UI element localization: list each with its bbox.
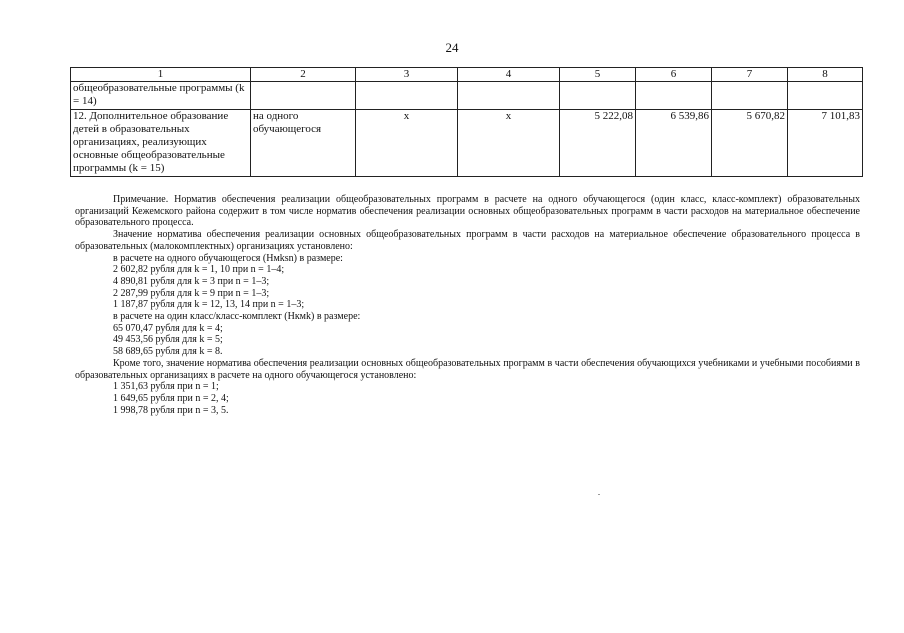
table-header-cell: 5 <box>560 68 636 82</box>
table-cell: на одного обучающегося <box>251 110 356 177</box>
note-list-item: 1 187,87 рубля для k = 12, 13, 14 при n = 1–3; <box>113 299 305 311</box>
table-header-cell: 3 <box>356 68 458 82</box>
table-row <box>71 110 863 177</box>
table-cell <box>251 82 356 110</box>
note-list-item: 49 453,56 рубля для k = 5; <box>113 334 223 346</box>
note-list-item: 1 998,78 рубля при n = 3, 5. <box>113 404 229 416</box>
table-header-cell: 7 <box>712 68 788 82</box>
table-header-cell: 2 <box>251 68 356 82</box>
table-header-cell: 4 <box>458 68 560 82</box>
note-paragraph: Кроме того, значение норматива обеспечения реализации основных общеобразовательных программ в части обеспечения обучающихся учебниками и учебными пособиями в образовательных организациях в расчете на одного обучающегося установлено: <box>75 357 860 381</box>
note-subheading: в расчете на один класс/класс-комплект (Нкмk) в размере: <box>113 311 361 323</box>
table-cell <box>458 82 560 110</box>
table-row <box>71 82 863 110</box>
table-cell: 5 670,82 <box>712 110 788 177</box>
note-paragraph: Значение норматива обеспечения реализации основных общеобразовательных программ в части расходов на материальное обеспечение образовательного процесса в образовательных (малокомплектных) организациях установлено: <box>75 229 860 252</box>
note-list-item: 58 689,65 рубля для k = 8. <box>113 346 223 358</box>
note-list-item: 2 602,82 рубля для k = 1, 10 при n = 1–4; <box>113 264 285 276</box>
table-header-cell: 1 <box>71 68 251 82</box>
table-cell: х <box>458 110 560 177</box>
note-subheading: в расчете на одного обучающегося (Нмksn) в размере: <box>113 252 343 264</box>
table-cell: 6 539,86 <box>636 110 712 177</box>
note-list-item: 1 351,63 рубля при n = 1; <box>113 381 219 393</box>
note-list-item: 1 649,65 рубля при n = 2, 4; <box>113 392 229 404</box>
table-cell <box>636 82 712 110</box>
scan-speck <box>598 494 600 495</box>
table-cell: х <box>356 110 458 177</box>
normative-table <box>70 67 863 177</box>
table-cell: общеобразовательные программы (k = 14) <box>71 82 251 110</box>
note-list-item: 65 070,47 рубля для k = 4; <box>113 322 223 334</box>
table-cell: 5 222,08 <box>560 110 636 177</box>
note-list-item: 2 287,99 рубля для k = 9 при n = 1–3; <box>113 287 270 299</box>
note-list-item: 4 890,81 рубля для k = 3 при n = 1–3; <box>113 275 270 287</box>
table-header-cell: 8 <box>788 68 863 82</box>
table-cell: 7 101,83 <box>788 110 863 177</box>
table-header-row <box>71 68 863 82</box>
notes-section <box>75 194 860 416</box>
page-number: 24 <box>445 40 459 55</box>
table-cell <box>560 82 636 110</box>
table-cell <box>356 82 458 110</box>
table-cell: 12. Дополнительное образование детей в образовательных организациях, реализующих основные общеобразовательные программы (k = 15) <box>71 110 251 177</box>
table-header-cell: 6 <box>636 68 712 82</box>
note-paragraph: Примечание. Норматив обеспечения реализации общеобразовательных программ в расчете на одного обучающегося (один класс, класс-комплект) образовательных организаций Кежемского района содержит в том числе норматив обеспечения реализации основных общеобразовательных программ в части расходов на материальное обеспечение образовательного процесса. <box>75 194 860 229</box>
table-cell <box>788 82 863 110</box>
table-cell <box>712 82 788 110</box>
